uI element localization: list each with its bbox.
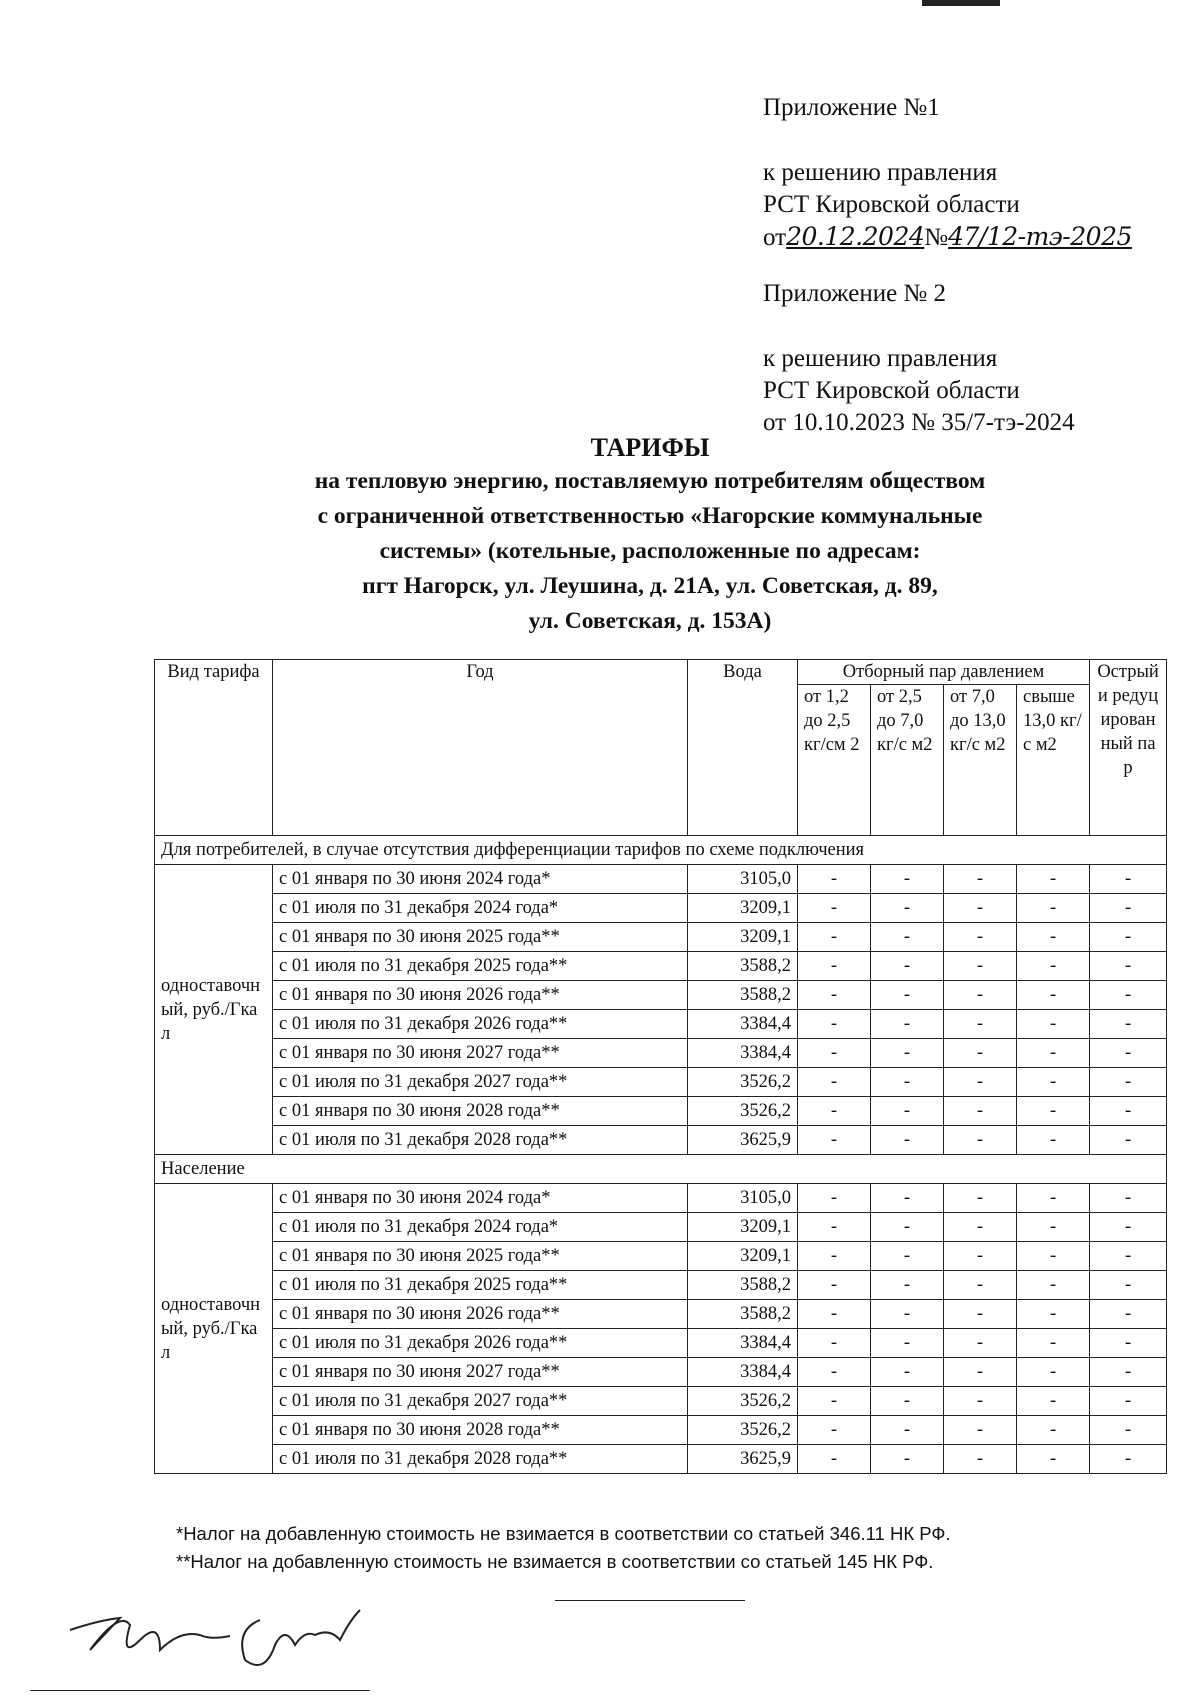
empty-value-cell: - [1017, 894, 1090, 923]
water-value-cell: 3209,1 [688, 923, 798, 952]
empty-value-cell: - [944, 1068, 1017, 1097]
empty-value-cell: - [1090, 1068, 1167, 1097]
appendix1-title: Приложение №1 [763, 94, 940, 121]
empty-value-cell: - [1090, 865, 1167, 894]
empty-value-cell: - [1017, 1068, 1090, 1097]
appendix2-block [763, 278, 1075, 439]
empty-value-cell: - [871, 1416, 944, 1445]
group-title: Население [155, 1155, 1167, 1184]
tariff-table [154, 659, 1167, 1474]
empty-value-cell: - [798, 1039, 871, 1068]
empty-value-cell: - [1017, 865, 1090, 894]
appendix1-line1: к решению правления [763, 159, 998, 186]
empty-value-cell: - [1090, 1242, 1167, 1271]
tariff-type-cell: одноставочный, руб./Гкал [155, 865, 273, 1155]
header-tariff-type: Вид тарифа [155, 660, 273, 836]
empty-value-cell: - [1017, 1300, 1090, 1329]
empty-value-cell: - [871, 1097, 944, 1126]
empty-value-cell: - [871, 981, 944, 1010]
footnote-2: **Налог на добавленную стоимость не взимается в соответствии со статьей 145 НК РФ. [176, 1551, 934, 1572]
heading-line: пгт Нагорск, ул. Леушина, д. 21А, ул. Советская, д. 89, [362, 573, 938, 599]
empty-value-cell: - [1017, 1358, 1090, 1387]
number-prefix: № [924, 224, 949, 251]
handwritten-number: 47/12-тэ-2025 [948, 222, 1132, 251]
empty-value-cell: - [871, 1387, 944, 1416]
heading-line: системы» (котельные, расположенные по адресам: [379, 538, 921, 564]
empty-value-cell: - [1090, 1184, 1167, 1213]
water-value-cell: 3384,4 [688, 1329, 798, 1358]
table-row [155, 952, 1167, 981]
empty-value-cell: - [798, 865, 871, 894]
heading-line: ул. Советская, д. 153А) [528, 608, 772, 634]
empty-value-cell: - [1017, 1416, 1090, 1445]
period-cell: с 01 января по 30 июня 2024 года* [273, 1184, 688, 1213]
empty-value-cell: - [1090, 981, 1167, 1010]
water-value-cell: 3384,4 [688, 1358, 798, 1387]
table-body [155, 836, 1167, 1474]
header-sharp-steam: Острый и редуцированный пар [1090, 660, 1167, 836]
bottom-line [30, 1690, 370, 1691]
header-steam-1: от 1,2 до 2,5 кг/см 2 [798, 685, 871, 836]
empty-value-cell: - [944, 1387, 1017, 1416]
water-value-cell: 3588,2 [688, 1300, 798, 1329]
empty-value-cell: - [798, 1329, 871, 1358]
empty-value-cell: - [1017, 1039, 1090, 1068]
period-cell: с 01 июля по 31 декабря 2025 года** [273, 1271, 688, 1300]
water-value-cell: 3105,0 [688, 1184, 798, 1213]
empty-value-cell: - [1090, 1416, 1167, 1445]
empty-value-cell: - [871, 865, 944, 894]
empty-value-cell: - [1090, 1329, 1167, 1358]
empty-value-cell: - [798, 952, 871, 981]
empty-value-cell: - [944, 1445, 1017, 1474]
empty-value-cell: - [1090, 1445, 1167, 1474]
water-value-cell: 3526,2 [688, 1387, 798, 1416]
header-year: Год [273, 660, 688, 836]
empty-value-cell: - [1090, 1126, 1167, 1155]
empty-value-cell: - [798, 981, 871, 1010]
footnotes [176, 1520, 951, 1576]
heading-title: ТАРИФЫ [590, 433, 710, 462]
empty-value-cell: - [944, 1358, 1017, 1387]
water-value-cell: 3209,1 [688, 1213, 798, 1242]
group-title-row [155, 1155, 1167, 1184]
water-value-cell: 3384,4 [688, 1039, 798, 1068]
empty-value-cell: - [871, 894, 944, 923]
empty-value-cell: - [871, 923, 944, 952]
header-water: Вода [688, 660, 798, 836]
empty-value-cell: - [944, 952, 1017, 981]
signature-line [555, 1600, 745, 1601]
empty-value-cell: - [944, 1097, 1017, 1126]
heading-line: с ограниченной ответственностью «Нагорские коммунальные [317, 503, 983, 529]
empty-value-cell: - [798, 1416, 871, 1445]
group-title: Для потребителей, в случае отсутствия дифференциации тарифов по схеме подключения [155, 836, 1167, 865]
empty-value-cell: - [1017, 1184, 1090, 1213]
empty-value-cell: - [944, 894, 1017, 923]
date-prefix: от [763, 224, 787, 251]
empty-value-cell: - [798, 894, 871, 923]
appendix2-line1: к решению правления [763, 345, 998, 372]
period-cell: с 01 июля по 31 декабря 2025 года** [273, 952, 688, 981]
table-row [155, 981, 1167, 1010]
empty-value-cell: - [871, 1010, 944, 1039]
water-value-cell: 3588,2 [688, 952, 798, 981]
period-cell: с 01 января по 30 июня 2025 года** [273, 923, 688, 952]
empty-value-cell: - [798, 1213, 871, 1242]
period-cell: с 01 июля по 31 декабря 2027 года** [273, 1387, 688, 1416]
period-cell: с 01 июля по 31 декабря 2028 года** [273, 1445, 688, 1474]
empty-value-cell: - [944, 923, 1017, 952]
empty-value-cell: - [1090, 1097, 1167, 1126]
water-value-cell: 3526,2 [688, 1416, 798, 1445]
header-steam-4: свыше 13,0 кг/с м2 [1017, 685, 1090, 836]
water-value-cell: 3105,0 [688, 865, 798, 894]
empty-value-cell: - [1090, 1039, 1167, 1068]
empty-value-cell: - [798, 923, 871, 952]
empty-value-cell: - [871, 1358, 944, 1387]
empty-value-cell: - [1017, 1271, 1090, 1300]
empty-value-cell: - [871, 1271, 944, 1300]
period-cell: с 01 июля по 31 декабря 2026 года** [273, 1010, 688, 1039]
table-row [155, 865, 1167, 894]
empty-value-cell: - [1017, 1242, 1090, 1271]
empty-value-cell: - [944, 1416, 1017, 1445]
appendix2-title: Приложение № 2 [763, 280, 947, 307]
signature [60, 1590, 380, 1690]
heading-line: на тепловую энергию, поставляемую потребителям обществом [314, 468, 986, 494]
table-row [155, 1271, 1167, 1300]
empty-value-cell: - [944, 1300, 1017, 1329]
empty-value-cell: - [1017, 1213, 1090, 1242]
table-row [155, 894, 1167, 923]
empty-value-cell: - [1090, 952, 1167, 981]
tariff-type-cell: одноставочный, руб./Гкал [155, 1184, 273, 1474]
table-row [155, 1242, 1167, 1271]
footnote-1: *Налог на добавленную стоимость не взимается в соответствии со статьей 346.11 НК РФ. [176, 1523, 951, 1544]
table-row [155, 1097, 1167, 1126]
empty-value-cell: - [871, 1126, 944, 1155]
empty-value-cell: - [1090, 1387, 1167, 1416]
empty-value-cell: - [1090, 1271, 1167, 1300]
period-cell: с 01 января по 30 июня 2027 года** [273, 1358, 688, 1387]
empty-value-cell: - [944, 1126, 1017, 1155]
empty-value-cell: - [1017, 1126, 1090, 1155]
empty-value-cell: - [871, 952, 944, 981]
period-cell: с 01 января по 30 июня 2025 года** [273, 1242, 688, 1271]
empty-value-cell: - [871, 1329, 944, 1358]
empty-value-cell: - [1017, 1097, 1090, 1126]
empty-value-cell: - [1017, 1445, 1090, 1474]
empty-value-cell: - [1090, 1300, 1167, 1329]
empty-value-cell: - [944, 1039, 1017, 1068]
empty-value-cell: - [1090, 1213, 1167, 1242]
table-row [155, 1300, 1167, 1329]
period-cell: с 01 января по 30 июня 2026 года** [273, 981, 688, 1010]
water-value-cell: 3588,2 [688, 1271, 798, 1300]
empty-value-cell: - [798, 1387, 871, 1416]
empty-value-cell: - [1017, 1010, 1090, 1039]
header-steam-3: от 7,0 до 13,0 кг/с м2 [944, 685, 1017, 836]
table-row [155, 1039, 1167, 1068]
handwritten-date: 20.12.2024 [786, 222, 925, 251]
table-row [155, 1358, 1167, 1387]
period-cell: с 01 января по 30 июня 2024 года* [273, 865, 688, 894]
table-row [155, 923, 1167, 952]
empty-value-cell: - [1090, 923, 1167, 952]
period-cell: с 01 июля по 31 декабря 2024 года* [273, 894, 688, 923]
table-row [155, 1184, 1167, 1213]
empty-value-cell: - [1090, 1010, 1167, 1039]
empty-value-cell: - [798, 1300, 871, 1329]
empty-value-cell: - [944, 1184, 1017, 1213]
empty-value-cell: - [871, 1300, 944, 1329]
period-cell: с 01 июля по 31 декабря 2024 года* [273, 1213, 688, 1242]
group-title-row [155, 836, 1167, 865]
empty-value-cell: - [1017, 952, 1090, 981]
period-cell: с 01 января по 30 июня 2027 года** [273, 1039, 688, 1068]
empty-value-cell: - [944, 981, 1017, 1010]
period-cell: с 01 января по 30 июня 2028 года** [273, 1097, 688, 1126]
period-cell: с 01 июля по 31 декабря 2026 года** [273, 1329, 688, 1358]
empty-value-cell: - [1017, 923, 1090, 952]
water-value-cell: 3526,2 [688, 1097, 798, 1126]
table-row [155, 1126, 1167, 1155]
empty-value-cell: - [798, 1010, 871, 1039]
empty-value-cell: - [871, 1039, 944, 1068]
empty-value-cell: - [798, 1184, 871, 1213]
empty-value-cell: - [798, 1271, 871, 1300]
empty-value-cell: - [1017, 1329, 1090, 1358]
empty-value-cell: - [871, 1445, 944, 1474]
header-steam-2: от 2,5 до 7,0 кг/с м2 [871, 685, 944, 836]
appendix1-line2: РСТ Кировской области [763, 191, 1020, 218]
appendix2-line3: от 10.10.2023 № 35/7-тэ-2024 [763, 409, 1075, 436]
water-value-cell: 3588,2 [688, 981, 798, 1010]
table-row [155, 1213, 1167, 1242]
empty-value-cell: - [798, 1126, 871, 1155]
period-cell: с 01 июля по 31 декабря 2027 года** [273, 1068, 688, 1097]
empty-value-cell: - [1017, 1387, 1090, 1416]
water-value-cell: 3209,1 [688, 1242, 798, 1271]
table-row [155, 1387, 1167, 1416]
empty-value-cell: - [871, 1242, 944, 1271]
empty-value-cell: - [798, 1068, 871, 1097]
table-row [155, 1329, 1167, 1358]
empty-value-cell: - [798, 1242, 871, 1271]
table-row [155, 1445, 1167, 1474]
empty-value-cell: - [944, 865, 1017, 894]
water-value-cell: 3526,2 [688, 1068, 798, 1097]
empty-value-cell: - [871, 1068, 944, 1097]
scan-mark [922, 0, 1000, 6]
empty-value-cell: - [1090, 1358, 1167, 1387]
empty-value-cell: - [944, 1010, 1017, 1039]
period-cell: с 01 января по 30 июня 2028 года** [273, 1416, 688, 1445]
empty-value-cell: - [944, 1271, 1017, 1300]
water-value-cell: 3625,9 [688, 1445, 798, 1474]
empty-value-cell: - [798, 1358, 871, 1387]
appendix1-block [763, 92, 1132, 254]
period-cell: с 01 января по 30 июня 2026 года** [273, 1300, 688, 1329]
document-heading [150, 432, 1150, 639]
water-value-cell: 3625,9 [688, 1126, 798, 1155]
empty-value-cell: - [944, 1329, 1017, 1358]
empty-value-cell: - [1090, 894, 1167, 923]
period-cell: с 01 июля по 31 декабря 2028 года** [273, 1126, 688, 1155]
header-steam-group: Отборный пар давлением [798, 660, 1090, 685]
empty-value-cell: - [871, 1213, 944, 1242]
empty-value-cell: - [944, 1242, 1017, 1271]
water-value-cell: 3384,4 [688, 1010, 798, 1039]
empty-value-cell: - [1017, 981, 1090, 1010]
table-row [155, 1010, 1167, 1039]
table-row [155, 1068, 1167, 1097]
water-value-cell: 3209,1 [688, 894, 798, 923]
appendix2-line2: РСТ Кировской области [763, 377, 1020, 404]
table-row [155, 1416, 1167, 1445]
empty-value-cell: - [798, 1097, 871, 1126]
empty-value-cell: - [944, 1213, 1017, 1242]
empty-value-cell: - [798, 1445, 871, 1474]
empty-value-cell: - [871, 1184, 944, 1213]
appendix1-date-line [763, 221, 1132, 254]
